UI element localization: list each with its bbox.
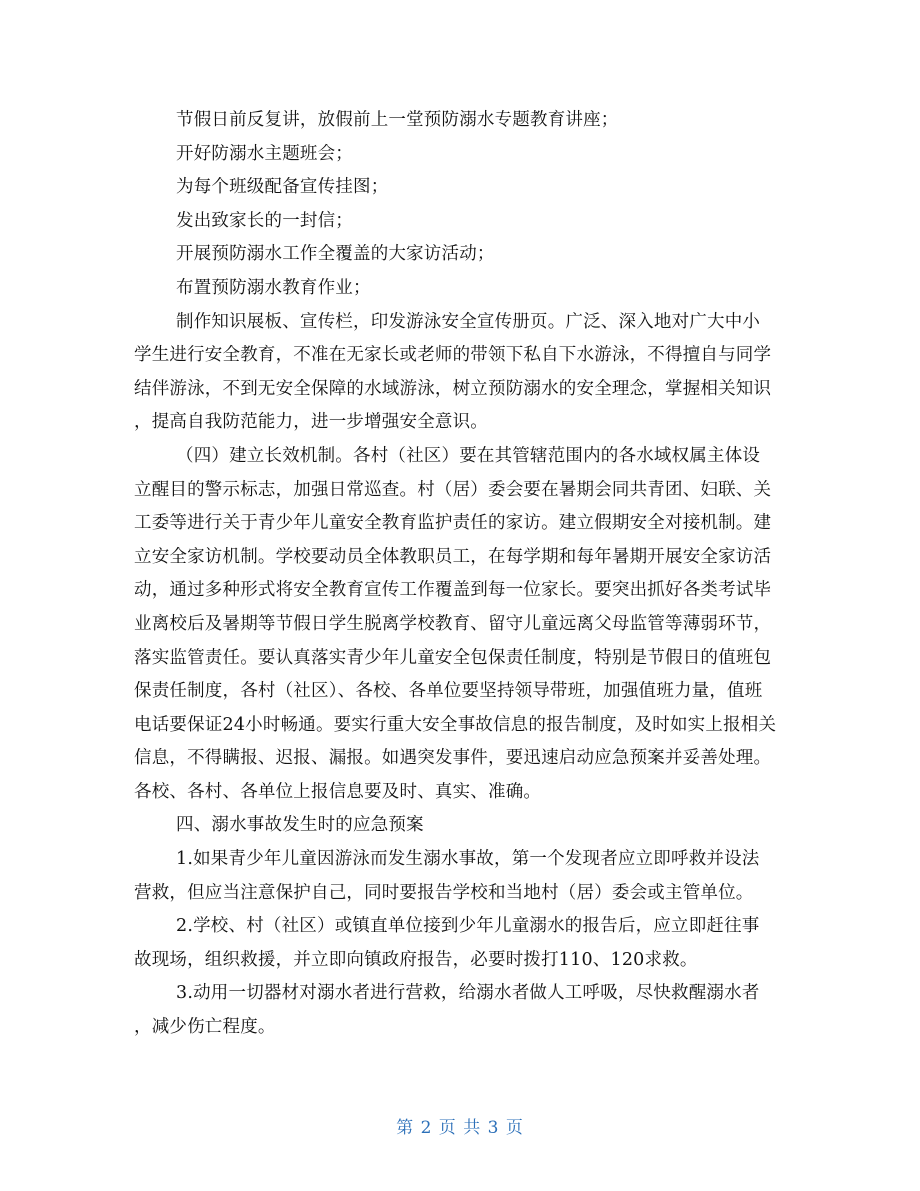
text-line: 制作知识展板、宣传栏，印发游泳安全宣传册页。广泛、深入地对广大中小 bbox=[176, 311, 761, 332]
text-line: 故现场，组织救援，并立即向镇政府报告，必要时拨打110、120求救。 bbox=[134, 949, 698, 970]
text-line: 四、溺水事故发生时的应急预案 bbox=[176, 815, 424, 836]
text-line: 开好防溺水主题班会； bbox=[176, 143, 353, 164]
text-line: 动，通过多种形式将安全教育宣传工作覆盖到每一位家长。要突出抓好各类考试毕 bbox=[134, 580, 772, 601]
page-number-footer: 第 2 页 共 3 页 bbox=[396, 1118, 524, 1138]
text-line: 为每个班级配备宣传挂图； bbox=[176, 177, 389, 198]
text-line: 营救，但应当注意保护自己，同时要报告学校和当地村（居）委会或主管单位。 bbox=[134, 882, 754, 903]
text-line: 节假日前反复讲，放假前上一堂预防溺水专题教育讲座； bbox=[176, 110, 619, 130]
text-line: 发出致家长的一封信； bbox=[176, 210, 353, 231]
text-line: 各校、各村、各单位上报信息要及时、真实、准确。 bbox=[134, 781, 542, 802]
text-line: 业离校后及暑期等节假日学生脱离学校教育、留守儿童远离父母监管等薄弱环节， bbox=[134, 613, 772, 634]
text-line: 信息，不得瞒报、迟报、漏报。如遇突发事件，要迅速启动应急预案并妥善处理。 bbox=[134, 748, 772, 769]
text-line: ，减少伤亡程度。 bbox=[134, 1017, 276, 1038]
document-body bbox=[134, 104, 786, 1045]
text-line: 2.学校、村（社区）或镇直单位接到少年儿童溺水的报告后，应立即赶往事 bbox=[176, 916, 760, 937]
text-line: 保责任制度，各村（社区）、各校、各单位要坚持领导带班，加强值班力量，值班 bbox=[134, 681, 763, 702]
text-line: 落实监管责任。要认真落实青少年儿童安全包保责任制度，特别是节假日的值班包 bbox=[134, 647, 772, 668]
text-line: 3.动用一切器材对溺水者进行营救，给溺水者做人工呼吸，尽快救醒溺水者 bbox=[176, 983, 760, 1004]
text-line: ，提高自我防范能力，进一步增强安全意识。 bbox=[134, 412, 488, 433]
text-line: 结伴游泳，不到无安全保障的水域游泳，树立预防溺水的安全理念，掌握相关知识 bbox=[134, 378, 772, 399]
text-line: （四）建立长效机制。各村（社区）要在其管辖范围内的各水域权属主体设 bbox=[176, 445, 761, 466]
text-line: 工委等进行关于青少年儿童安全教育监护责任的家访。建立假期安全对接机制。建 bbox=[134, 513, 772, 534]
text-line: 电话要保证24小时畅通。要实行重大安全事故信息的报告制度，及时如实上报相关 bbox=[134, 714, 777, 735]
text-line: 立安全家访机制。学校要动员全体教职员工，在每学期和每年暑期开展安全家访活 bbox=[134, 546, 772, 567]
text-line: 开展预防溺水工作全覆盖的大家访活动； bbox=[176, 244, 495, 265]
text-line: 立醒目的警示标志，加强日常巡查。村（居）委会要在暑期会同共青团、妇联、关 bbox=[134, 479, 772, 500]
text-line: 学生进行安全教育，不准在无家长或老师的带领下私自下水游泳，不得擅自与同学 bbox=[134, 345, 772, 366]
text-line: 1.如果青少年儿童因游泳而发生溺水事故，第一个发现者应立即呼救并设法 bbox=[176, 849, 760, 870]
text-line: 布置预防溺水教育作业； bbox=[176, 277, 371, 298]
